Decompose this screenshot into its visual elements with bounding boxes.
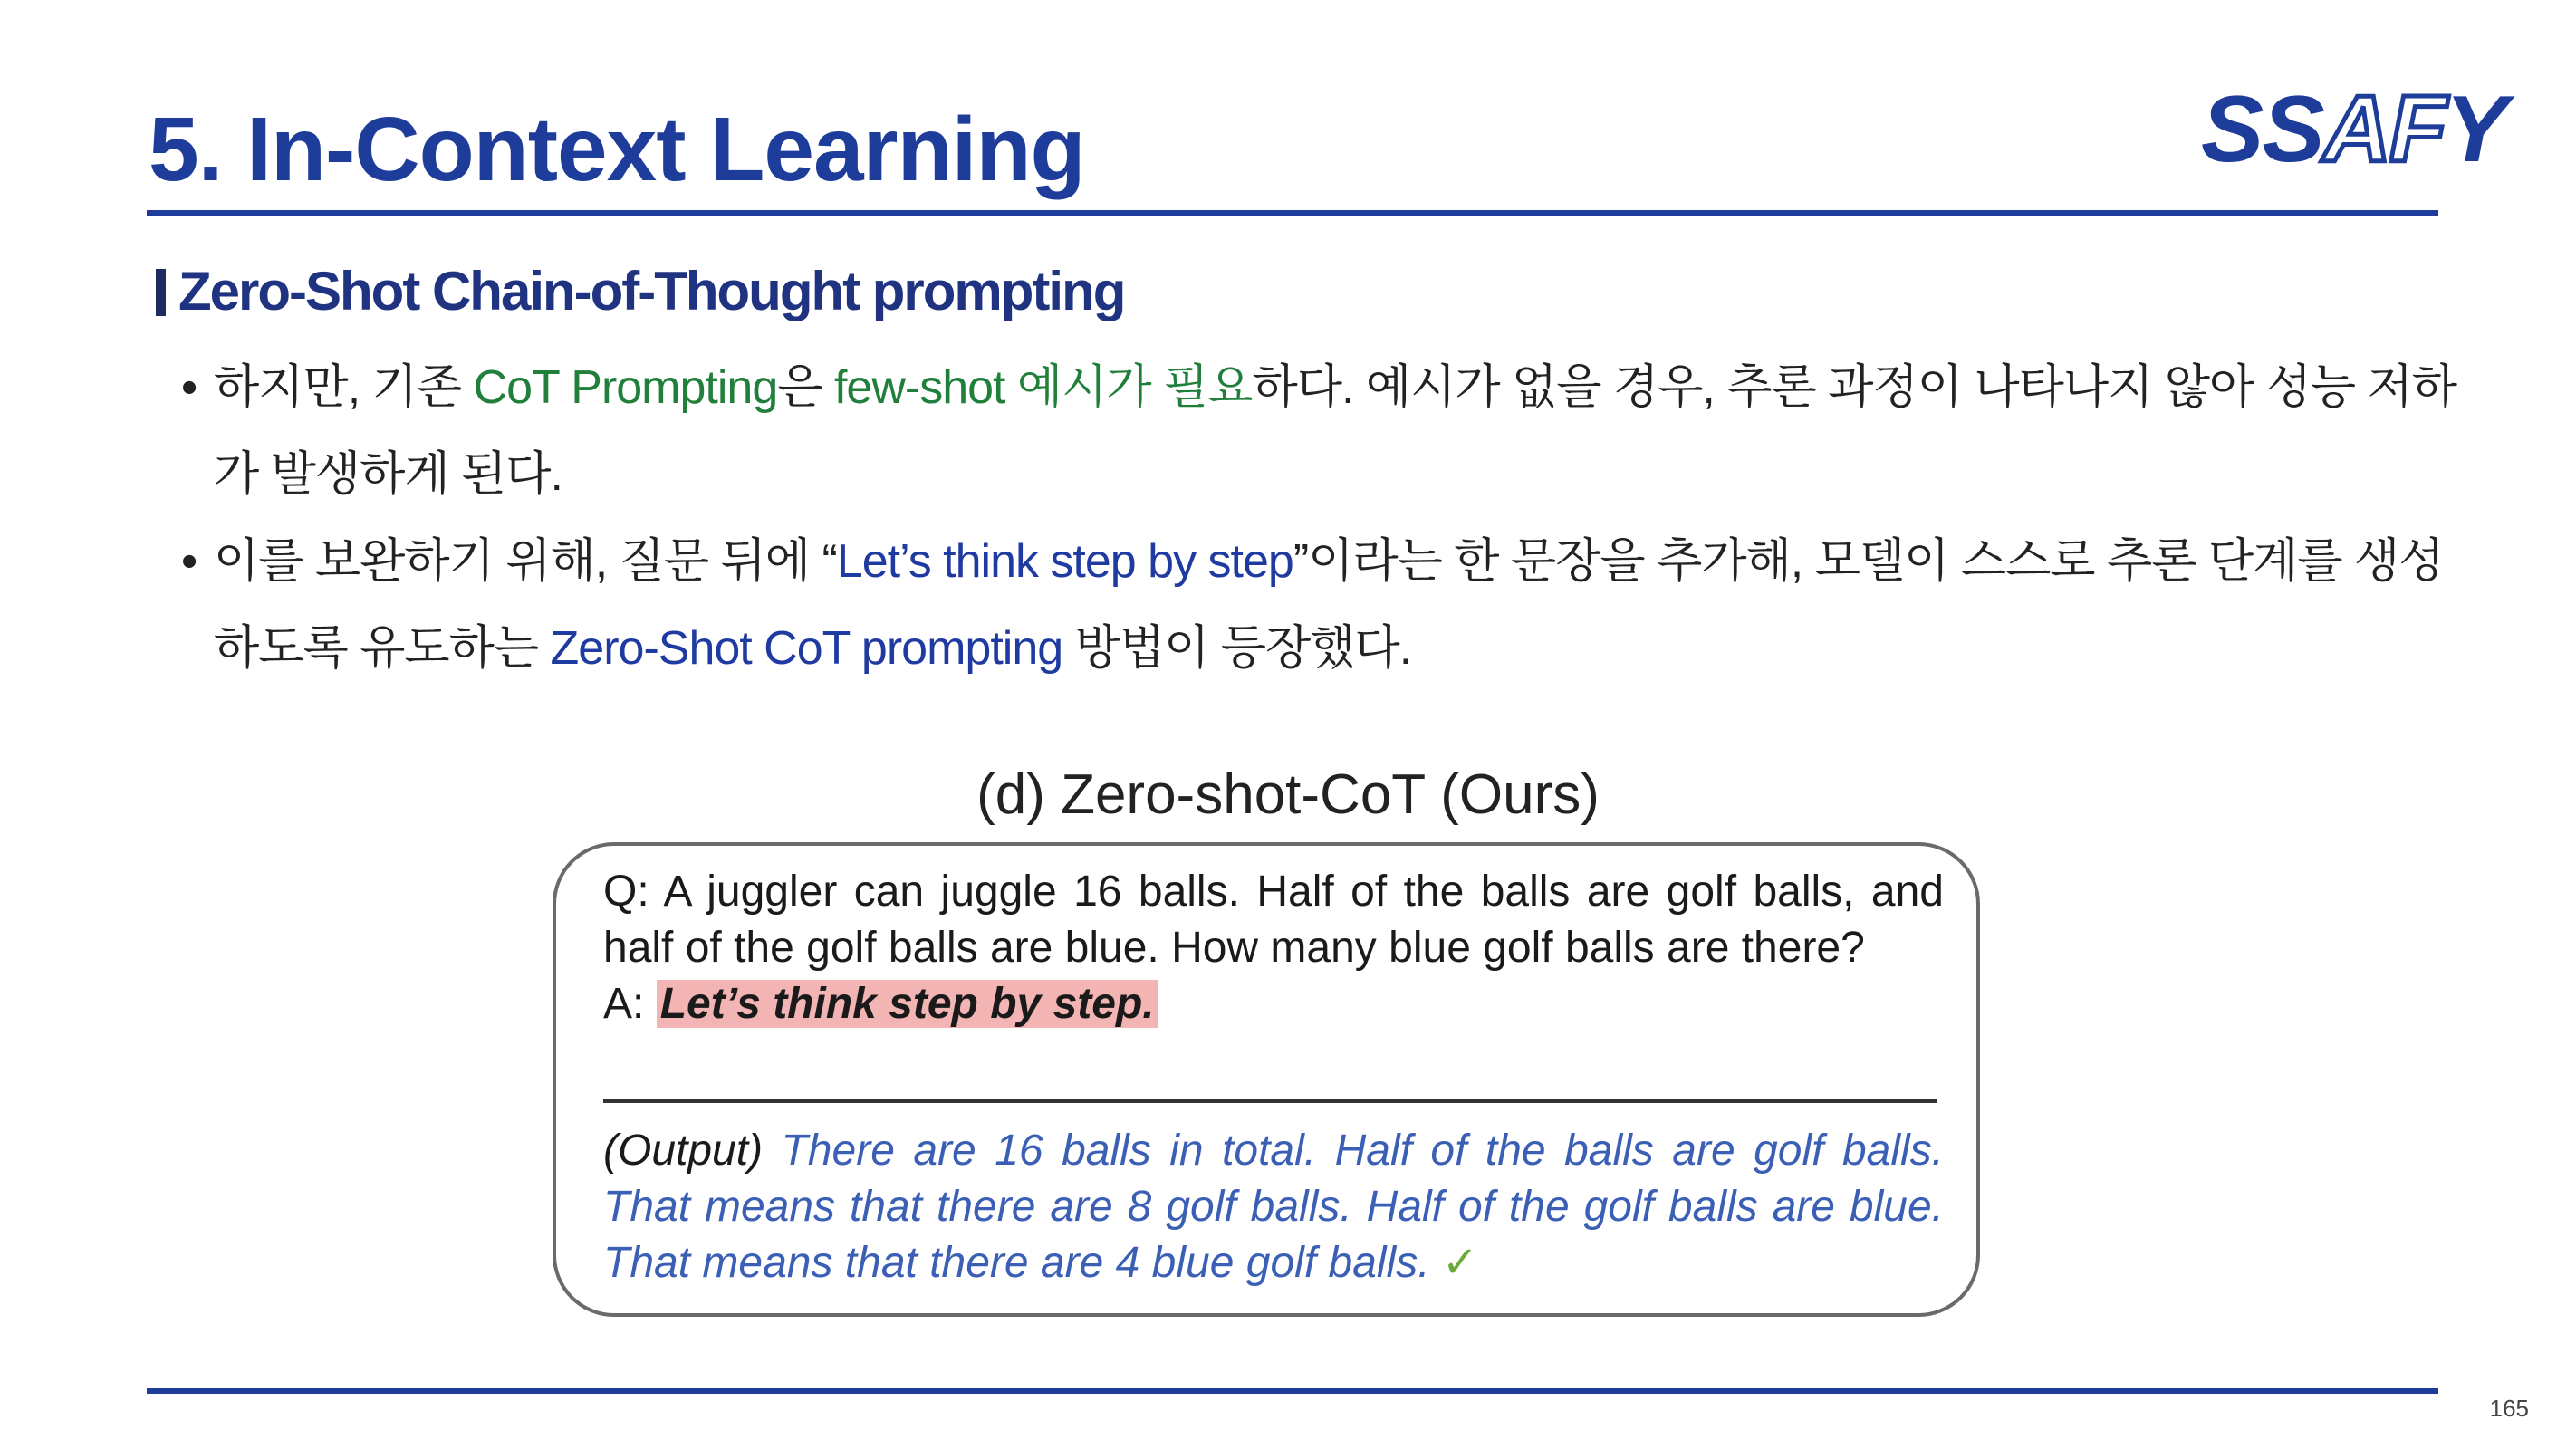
output-text: There are 16 balls in total. Half of the balls are golf balls. That means that there are 8 golf balls. Half of the golf balls are blue. That means that there are 4 blue golf balls. [603, 1127, 1945, 1287]
bullet-list [181, 344, 2464, 692]
title-divider [147, 210, 2438, 216]
bullet-highlight-blue: Zero-Shot CoT prompting [550, 622, 1063, 675]
logo-text-middle: AF [2322, 77, 2446, 182]
bullet-highlight-green: CoT Prompting [473, 361, 778, 414]
output-label: (Output) [603, 1127, 764, 1175]
bullet-text: 이를 보완하기 위해, 질문 뒤에 “ [214, 535, 837, 588]
logo-text-prefix: SS [2201, 77, 2323, 182]
bullet-item [181, 518, 2464, 692]
answer-prefix: A: [603, 980, 657, 1028]
example-divider [603, 1099, 1937, 1103]
bullet-highlight-green: few-shot 예시가 필요 [833, 361, 1253, 414]
heading-bar [156, 269, 166, 316]
slide-title: 5. In-Context Learning [149, 99, 1085, 200]
section-heading-text: Zero-Shot Chain-of-Thought prompting [178, 261, 1125, 321]
bullet-text: 하지만, 기존 [214, 361, 474, 414]
answer-highlight: Let’s think step by step. [657, 980, 1158, 1028]
check-icon: ✓ [1441, 1239, 1479, 1287]
bullet-highlight-blue: Let’s think step by step [836, 535, 1293, 588]
page-number: 165 [2489, 1395, 2529, 1422]
question-text: Q: A juggler can juggle 16 balls. Half of the balls are golf balls, and half of the golf balls are blue. How many blue golf balls are there? [603, 868, 1944, 972]
ssafy-logo [2201, 77, 2506, 182]
bullet-text: 방법이 등장했다. [1062, 622, 1412, 675]
section-heading [156, 255, 1124, 328]
footer-divider [147, 1388, 2438, 1394]
logo-text-suffix: Y [2445, 77, 2506, 182]
prompt-question [603, 864, 1944, 1032]
prompt-example-box [553, 842, 1980, 1317]
bullet-text: ”이라는 한 문장을 추가해, 모델이 스스로 추론 단계를 생성하도록 유도하는 [214, 535, 2444, 675]
bullet-text: 하다. 예시가 없을 경우, 추론 과정이 나타나지 않아 성능 저하가 발생하게 된다. [214, 361, 2457, 501]
figure-title: (d) Zero-shot-CoT (Ours) [976, 763, 1600, 826]
bullet-item [181, 344, 2464, 518]
bullet-text: 은 [777, 361, 834, 414]
model-output [603, 1123, 1944, 1291]
